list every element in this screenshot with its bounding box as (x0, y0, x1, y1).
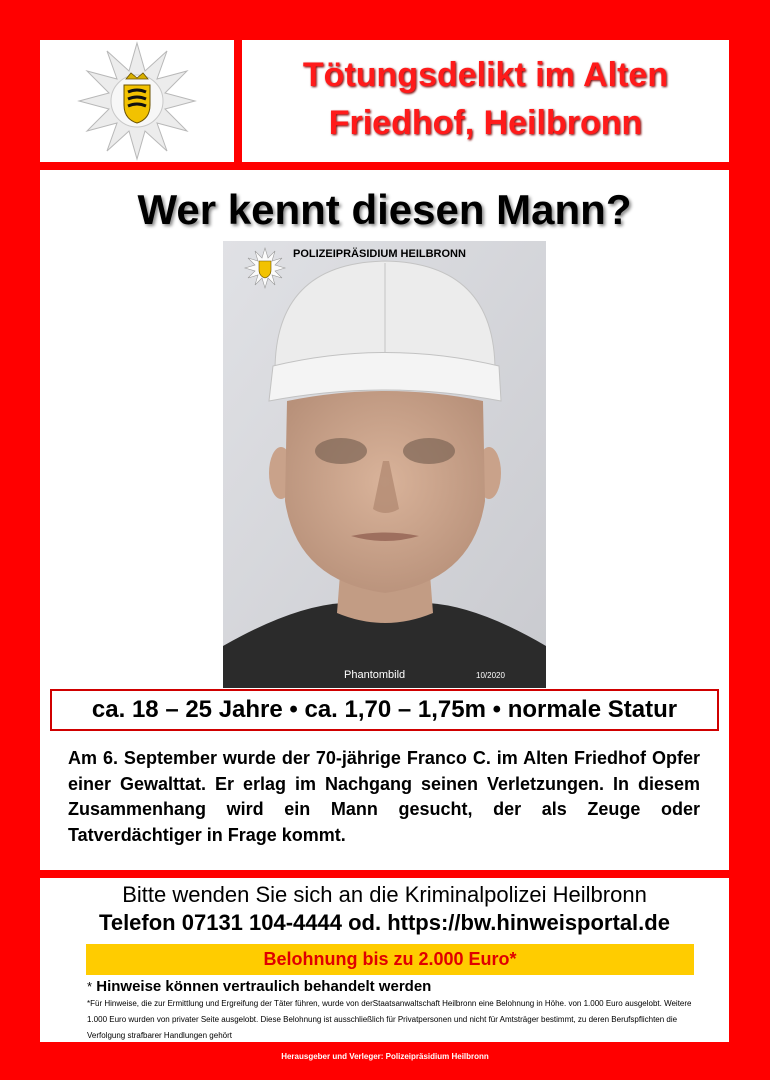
publisher-line: Herausgeber und Verleger: Polizeipräsidium Heilbronn (281, 1052, 489, 1061)
police-star-icon (40, 40, 234, 162)
confidential-note (87, 978, 431, 995)
incident-description: Am 6. September wurde der 70-jährige Franco C. im Alten Friedhof Opfer einer Gewalttat. Er erlag im Nachgang seinen Verletzungen. In diesem Zusammenhang wird ein Mann gesucht, der als Zeuge oder Tatverdächtiger in Frage kommt. (68, 748, 700, 845)
footnote-star: * (87, 979, 93, 994)
title-line-2: Friedhof, Heilbronn (328, 104, 643, 142)
phone-line: Telefon 07131 104-4444 od. https://bw.hinweisportal.de (99, 910, 670, 935)
photo-header: POLIZEIPRÄSIDIUM HEILBRONN (293, 248, 466, 260)
contact-panel (40, 878, 729, 1042)
description-stats: ca. 18 – 25 Jahre • ca. 1,70 – 1,75m • normale Statur (50, 689, 719, 731)
title-line-1: Tötungsdelikt im Alten (302, 56, 669, 94)
confidential-text: Hinweise können vertraulich behandelt werden (96, 978, 432, 995)
headline: Wer kennt diesen Mann? (137, 186, 632, 233)
reward-text: Belohnung bis zu 2.000 Euro* (263, 949, 517, 969)
contact-line: Bitte wenden Sie sich an die Kriminalpolizei Heilbronn (122, 882, 647, 907)
title-panel (242, 40, 729, 162)
main-panel (40, 170, 729, 870)
photo-caption: Phantombild (344, 669, 406, 681)
fine-print: *Für Hinweise, die zur Ermittlung und Ergreifung der Täter führen, wurde von derStaatsanwaltschaft Heilbronn eine Belohnung in Höhe. von 1.000 Euro ausgelobt. Weitere 1.000 Euro wurden von privater Seite ausgelobt. Diese Belohnung ist ausschließlich für Privatpersonen und nicht für Amtsträger bestimmt, zu deren Berufspflichten die Verfolgung strafbarer Handlungen gehört (87, 999, 692, 1040)
photo-date: 10/2020 (476, 671, 505, 680)
reward-banner (86, 944, 694, 975)
logo-panel (40, 40, 234, 162)
phantom-image (223, 241, 546, 688)
